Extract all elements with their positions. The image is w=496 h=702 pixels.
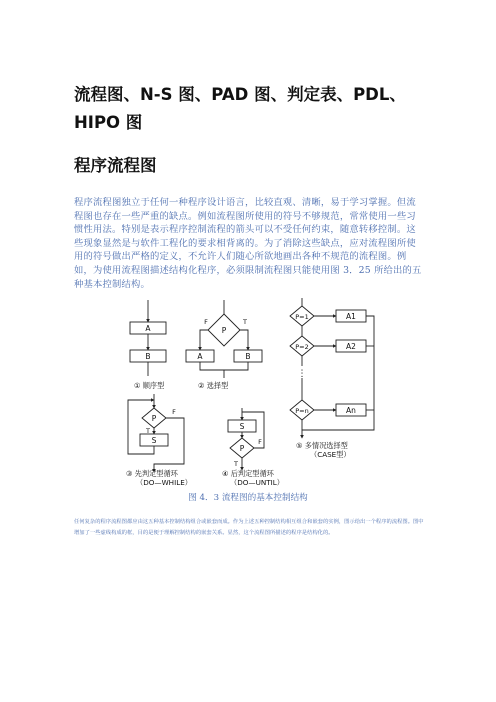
figure-caption: 图 4．3 流程图的基本控制结构 (188, 493, 308, 503)
caption-while: ③ 先判定型循环 (126, 469, 178, 478)
label-t: T (146, 427, 150, 435)
label-p: P (239, 444, 245, 453)
label-p2: P=2 (295, 343, 309, 351)
intro-paragraph: 程序流程图独立于任何一种程序设计语言，比较直观、清晰，易于学习掌握。但流程图也存在一些严重的缺点。例如流程图所使用的符号不够规范，常常使用一些习惯性用法。特别是表示程序控制流程的箭头可以不受任何约束，随意转移控制。这些现象显然是与软件工程化的要求相背离的。为了消除这些缺点，应对流程图所使用的符号做出严格的定义，不允许人们随心所欲地画出各种不规范的流程图。例如，为使用流程图描述结构化程序，必须限制流程图只能使用图 3．25 所给出的五种基本控制结构。 (74, 197, 422, 290)
caption-until: ④ 后判定型循环 (222, 469, 274, 478)
label-dots: ⋮ (297, 369, 307, 379)
caption-case-sub: （CASE型） (310, 450, 351, 459)
control-structures-figure (118, 296, 380, 488)
label-t: T (243, 318, 247, 326)
label-t: T (234, 460, 238, 468)
caption-selection: ② 选择型 (198, 381, 229, 390)
label-b: B (245, 352, 251, 361)
document-title: 流程图、N-S 图、PAD 图、判定表、PDL、HIPO 图 (74, 85, 406, 132)
label-p: P (221, 326, 227, 335)
note-paragraph: 任何复杂的程序流程图都应由这五种基本控制结构组合或嵌套而成。作为上述五种控制结构相互组合和嵌套的实例，图示给出一个程序的流程图。图中增加了一些虚线构成的框，目的是便于理解控制结构的嵌套关系。显然，这个流程图所描述的程序是结构化的。 (74, 519, 424, 536)
label-a: A (145, 324, 151, 333)
label-p1: P=1 (295, 313, 309, 321)
label-f: F (172, 408, 176, 416)
label-f: F (258, 438, 262, 446)
label-s: S (239, 422, 245, 431)
section-heading: 程序流程图 (74, 156, 157, 175)
caption-while-sub: （DO—WHILE） (136, 478, 192, 487)
label-a2: A2 (346, 342, 356, 351)
caption-sequence: ① 顺序型 (134, 381, 165, 390)
label-pn: P=n (295, 407, 309, 415)
label-s: S (151, 436, 157, 445)
label-a: A (197, 352, 203, 361)
label-an: An (346, 406, 356, 415)
label-b: B (145, 352, 151, 361)
label-f: F (204, 318, 208, 326)
caption-case: ⑤ 多情况选择型 (296, 441, 348, 450)
label-a1: A1 (346, 312, 356, 321)
caption-until-sub: （DO—UNTIL） (230, 478, 284, 487)
label-p: P (151, 414, 157, 423)
